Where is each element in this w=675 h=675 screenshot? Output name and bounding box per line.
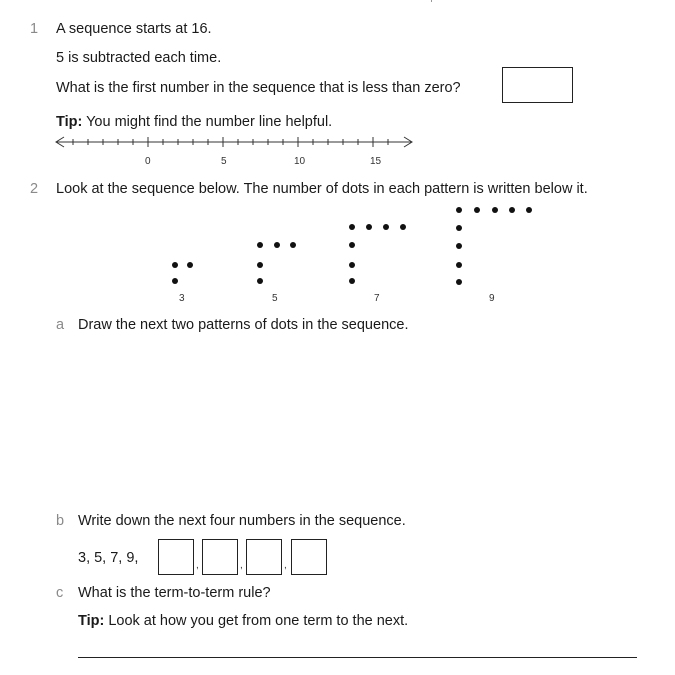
dot: [257, 262, 263, 268]
dot: [349, 278, 355, 284]
dot: [366, 224, 372, 230]
part-a-text: Draw the next two patterns of dots in the sequence.: [78, 317, 409, 333]
sequence-answer-box-3[interactable]: [246, 539, 282, 575]
pattern-count-9: 9: [489, 293, 495, 304]
number-line-label-5: 5: [221, 156, 227, 167]
answer-comma: ,: [240, 560, 243, 571]
number-line-label-10: 10: [294, 156, 306, 167]
dot: [456, 262, 462, 268]
answer-comma: ,: [284, 560, 287, 571]
part-b-label: b: [56, 513, 65, 529]
tip-label: Tip:: [78, 613, 105, 629]
number-line-label-0: 0: [145, 156, 151, 167]
dot: [349, 224, 355, 230]
question-1-line-1: A sequence starts at 16.: [56, 21, 212, 37]
dot: [456, 225, 462, 231]
question-1-tip: [56, 114, 332, 130]
answer-line[interactable]: [78, 657, 637, 658]
dot: [257, 278, 263, 284]
pattern-count-5: 5: [272, 293, 278, 304]
part-a-label: a: [56, 317, 65, 333]
drawing-area[interactable]: [78, 345, 638, 495]
dot: [172, 262, 178, 268]
part-c-tip: [78, 613, 408, 629]
dot: [456, 279, 462, 285]
question-2-number: 2: [30, 181, 39, 197]
dot: [474, 207, 480, 213]
sequence-answer-box-2[interactable]: [202, 539, 238, 575]
question-1-number: 1: [30, 21, 39, 37]
number-line: [50, 134, 420, 150]
sequence-answer-box-1[interactable]: [158, 539, 194, 575]
dot: [509, 207, 515, 213]
dot: [172, 278, 178, 284]
sequence-answer-box-4[interactable]: [291, 539, 327, 575]
dot: [456, 243, 462, 249]
dot: [290, 242, 296, 248]
dot: [349, 242, 355, 248]
part-b-text: Write down the next four numbers in the sequence.: [78, 513, 406, 529]
part-c-text: What is the term-to-term rule?: [78, 585, 271, 601]
question-1-line-3: What is the first number in the sequence that is less than zero?: [56, 80, 461, 96]
pattern-count-3: 3: [179, 293, 185, 304]
dot: [257, 242, 263, 248]
answer-comma: ,: [196, 560, 199, 571]
dot: [526, 207, 532, 213]
dot: [187, 262, 193, 268]
dot: [400, 224, 406, 230]
dot: [383, 224, 389, 230]
sequence-prefix: 3, 5, 7, 9,: [78, 550, 139, 566]
dot: [349, 262, 355, 268]
dot: [492, 207, 498, 213]
tip-label: Tip:: [56, 114, 83, 130]
part-c-label: c: [56, 585, 64, 601]
number-line-label-15: 15: [370, 156, 382, 167]
dot: [274, 242, 280, 248]
tip-text: You might find the number line helpful.: [82, 114, 333, 130]
question-1-line-2: 5 is subtracted each time.: [56, 50, 222, 66]
question-2-intro: Look at the sequence below. The number of dots in each pattern is written below it.: [56, 181, 588, 197]
tip-text: Look at how you get from one term to the next.: [104, 613, 409, 629]
question-1-answer-box[interactable]: [502, 67, 573, 103]
page-top-mark: [431, 0, 432, 2]
pattern-count-7: 7: [374, 293, 380, 304]
dot: [456, 207, 462, 213]
